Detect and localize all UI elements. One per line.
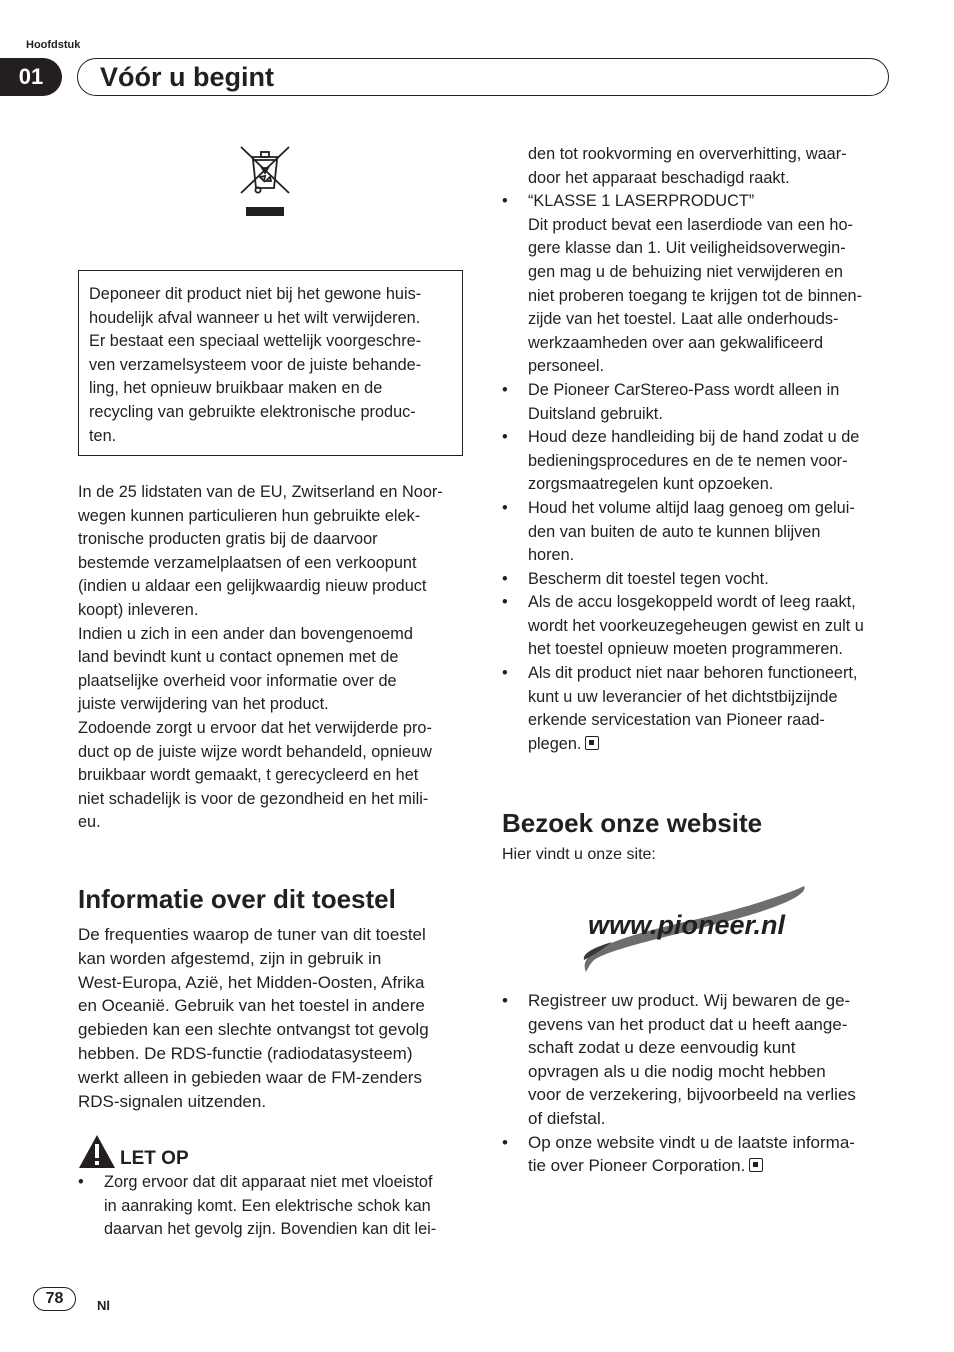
continuation [502, 143, 892, 190]
website-intro: Hier vindt u onze site: [502, 846, 656, 863]
text-line: De frequenties waarop de tuner van dit toestel [78, 925, 426, 944]
text-line: niet proberen toegang te krijgen tot de binnen- [528, 286, 863, 305]
pioneer-website-logo [582, 880, 812, 976]
text-line: opvragen als u die nodig mocht hebben [528, 1061, 826, 1081]
text-line-end: plegen. [528, 734, 582, 753]
list-item [502, 662, 892, 756]
text-line: RDS-signalen uitzenden. [78, 1091, 267, 1111]
text-line-end: tie over Pioneer Corporation. [528, 1156, 746, 1176]
logo-text: www.pioneer.nl [588, 910, 786, 940]
text-line: hebben. De RDS-functie (radiodatasysteem) [78, 1043, 413, 1063]
text-line: ling, het opnieuw bruikbaar maken en de [89, 379, 383, 398]
text-line: of diefstal. [528, 1108, 606, 1128]
bullet-mark: • [502, 991, 508, 1010]
text-line: gebieden kan een slechte ontvangst tot gevolg [78, 1020, 429, 1040]
text-line: ven verzamelsysteem voor de juiste behande- [89, 355, 422, 374]
text-line: Houd deze handleiding bij de hand zodat u de [528, 428, 860, 447]
caution-title: LET OP [120, 1148, 189, 1169]
list-item [502, 1131, 892, 1178]
text-line: werkzaamheden over aan gekwalificeerd [528, 333, 824, 352]
text-line: schaft zodat u deze eenvoudig kunt [528, 1038, 796, 1058]
text-line: Zodoende zorgt u ervoor dat het verwijderde pro- [78, 718, 432, 737]
text-line: plaatselijke overheid voor informatie over de [78, 671, 397, 690]
text-line: horen. [528, 546, 575, 565]
list-item [502, 568, 892, 592]
text-line: en Oceanië. Gebruik van het toestel in andere [78, 996, 425, 1016]
text-line: juiste verwijdering van het product. [78, 695, 329, 714]
list-item [502, 190, 892, 379]
text-line: duct op de juiste wijze wordt behandeld, opnieuw [78, 742, 432, 761]
text-line: Duitsland gebruikt. [528, 404, 663, 423]
text-line: Bescherm dit toestel tegen vocht. [528, 569, 769, 588]
bullet-mark: • [502, 1132, 508, 1152]
bullet-mark: • [78, 1173, 84, 1191]
text-line: Deponeer dit product niet bij het gewone huis- [89, 285, 422, 303]
text-line: houdelijk afval wanneer u het wilt verwijderen. [89, 308, 421, 327]
list-item [502, 426, 892, 497]
weee-notice-text [89, 283, 452, 448]
language-code: Nl [97, 1298, 110, 1313]
text-line: voor de verzekering, bijvoorbeeld na verlies [528, 1085, 856, 1105]
text-line: gevens van het product dat u heeft aange- [528, 1014, 848, 1034]
text-line: Dit product bevat een laserdiode van een ho- [528, 215, 853, 234]
text-line: Registreer uw product. Wij bewaren de ge- [528, 991, 851, 1010]
text-line: zijde van het toestel. Laat alle onderhouds- [528, 310, 839, 329]
text-line: werkt alleen in gebieden waar de FM-zenders [78, 1067, 422, 1087]
text-line [528, 1154, 892, 1178]
bullet-mark: • [502, 380, 508, 399]
warning-triangle-icon [78, 1134, 116, 1170]
text-line: West-Europa, Azië, het Midden-Oosten, Afrika [78, 972, 425, 992]
chapter-number: 01 [0, 58, 62, 96]
text-line: recycling van gebruikte elektronische produc- [89, 402, 416, 421]
list-item [502, 591, 892, 662]
right-column [502, 143, 892, 756]
website-list [502, 989, 892, 1178]
text-line: erkende servicestation van Pioneer raad- [528, 711, 825, 730]
caution-list [78, 1171, 468, 1242]
text-line: In de 25 lidstaten van de EU, Zwitserland en Noor- [78, 483, 443, 501]
bullet-mark: • [502, 428, 508, 447]
text-line: zorgsmaatregelen kunt opzoeken. [528, 475, 774, 494]
text-line: door het apparaat beschadigd raakt. [528, 168, 790, 187]
bullet-mark: • [502, 664, 508, 683]
text-line: land bevindt kunt u contact opnemen met de [78, 648, 399, 667]
text-line: kunt u uw leverancier of het dichtstbijzijnde [528, 687, 838, 706]
list-item [502, 989, 892, 1131]
text-line: gen mag u de behuizing niet verwijderen en [528, 262, 843, 281]
text-line: De Pioneer CarStereo-Pass wordt alleen in [528, 380, 840, 399]
text-line: wordt het voorkeuzegeheugen gewist en zult u [528, 616, 864, 635]
list-item [502, 379, 892, 426]
text-line: den tot rookvorming en oververhitting, waar- [528, 145, 847, 163]
text-line [528, 733, 892, 757]
caution-item [78, 1171, 468, 1242]
bullet-mark: • [502, 569, 508, 588]
text-line: Er bestaat een speciaal wettelijk voorgeschre- [89, 332, 422, 351]
weee-notice-box [78, 270, 463, 456]
page-number: 78 [33, 1287, 76, 1311]
chapter-title: Vóór u begint [100, 62, 274, 92]
chapter-label: Hoofdstuk [26, 39, 81, 51]
text-line: gere klasse dan 1. Uit veiligheidsoverwegin- [528, 239, 846, 258]
bullet-mark: • [502, 192, 508, 211]
text-line: eu. [78, 813, 101, 832]
text-line: in aanraking komt. Een elektrische schok kan [104, 1196, 431, 1215]
text-line: het toestel opnieuw moeten programmeren. [528, 640, 843, 659]
website-section-title: Bezoek onze website [502, 808, 763, 838]
text-line: Indien u zich in een ander dan bovengenoemd [78, 624, 413, 643]
bullet-mark: • [502, 593, 508, 612]
text-line: niet schadelijk is voor de gezondheid en het mili- [78, 789, 429, 808]
text-line: kan worden afgestemd, zijn in gebruik in [78, 948, 382, 968]
bullet-mark: • [502, 498, 508, 517]
chapter-title-bar [77, 58, 889, 96]
caution-heading [78, 1134, 378, 1170]
eu-disposal-text [78, 481, 468, 835]
text-line: Zorg ervoor dat dit apparaat niet met vloeistof [104, 1173, 433, 1191]
text-line: Als de accu losgekoppeld wordt of leeg raakt, [528, 593, 856, 612]
text-line: bestemde verzamelplaatsen of een verkoopunt [78, 553, 417, 572]
text-line: den van buiten de auto te kunnen blijven [528, 522, 821, 541]
text-line: bedieningsprocedures en de te nemen voor- [528, 451, 848, 470]
text-line: wegen kunnen particulieren hun gebruikte elek- [78, 506, 421, 525]
text-line: personeel. [528, 357, 605, 376]
list-item [502, 497, 892, 568]
text-line: daarvan het gevolg zijn. Bovendien kan dit lei- [104, 1220, 437, 1239]
text-line: bruikbaar wordt gemaakt, t gerecycleerd en het [78, 766, 419, 785]
text-line: Op onze website vindt u de laatste informa- [528, 1132, 855, 1152]
end-of-section-icon [749, 1158, 763, 1172]
text-line: tronische producten gratis bij de daarvoor [78, 530, 378, 549]
text-line: Als dit product niet naar behoren functioneert, [528, 664, 858, 683]
text-line: ten. [89, 426, 117, 445]
info-section-body [78, 923, 468, 1113]
end-of-section-icon [585, 736, 599, 750]
text-line: koopt) inleveren. [78, 600, 199, 619]
crossed-out-wheelie-bin-icon [240, 146, 290, 218]
text-line: “KLASSE 1 LASERPRODUCT” [528, 192, 755, 211]
info-section-title: Informatie over dit toestel [78, 884, 396, 914]
text-line: Houd het volume altijd laag genoeg om gelui- [528, 498, 855, 517]
text-line: (indien u aldaar een gelijkwaardig nieuw product [78, 577, 427, 596]
